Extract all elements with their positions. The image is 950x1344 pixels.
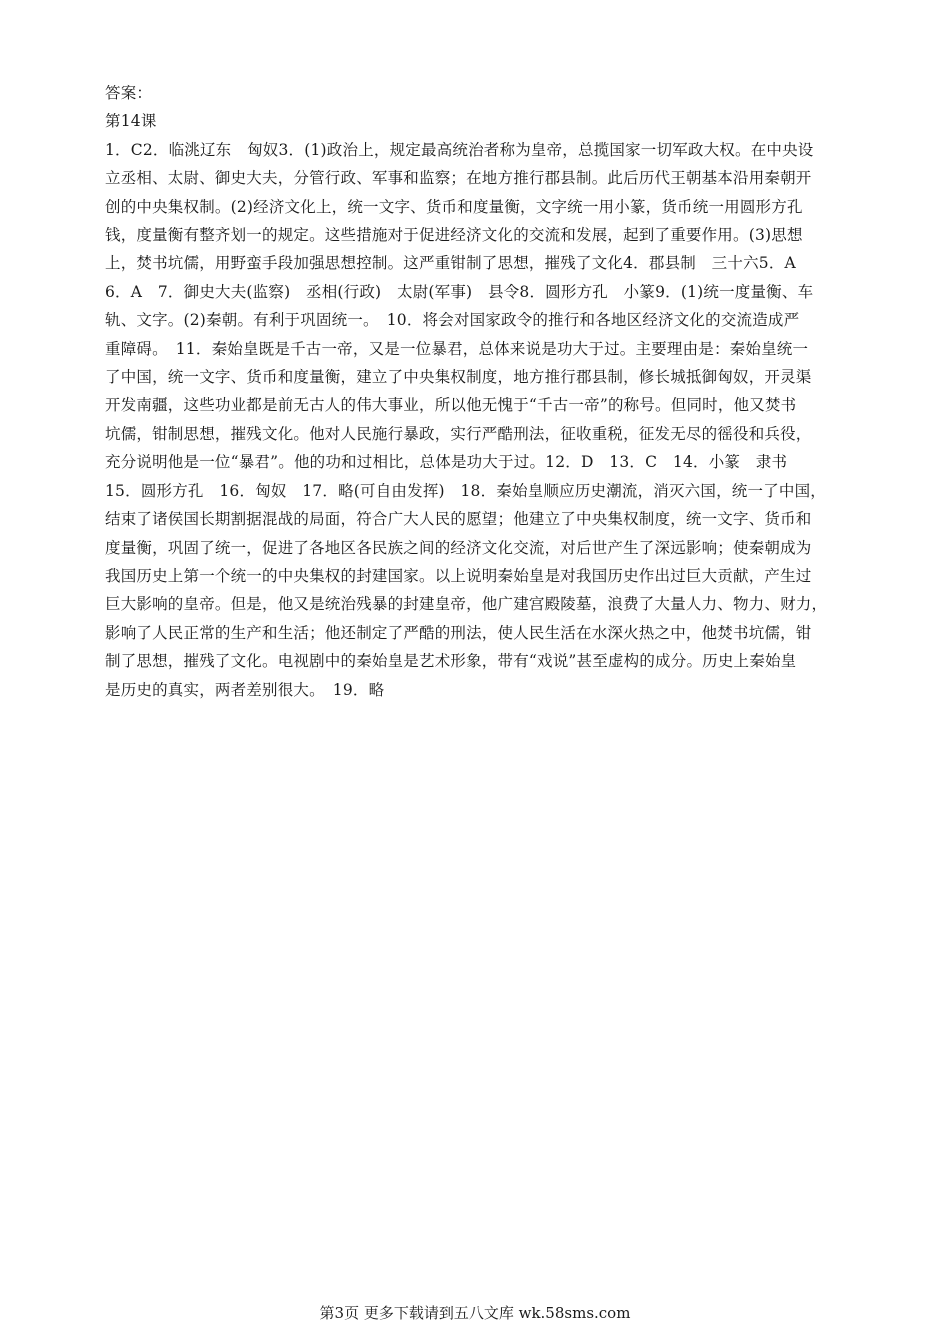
- page-footer: 第3页 更多下载请到五八文库 wk.58sms.com: [319, 1304, 631, 1322]
- answer-content: [105, 79, 867, 704]
- lesson-title: 第14课: [105, 112, 157, 131]
- answer-line: 15．圆形方孔 16．匈奴 17．略(可自由发挥) 18．秦始皇顺应历史潮流，消灭六国，统一了中国，: [105, 481, 826, 500]
- answer-line: 巨大影响的皇帝。但是，他又是统治残暴的封建皇帝，他广建宫殿陵墓，浪费了大量人力、物力、财力，: [105, 595, 828, 614]
- answer-line: 创的中央集权制。(2)经济文化上，统一文字、货币和度量衡，文字统一用小篆，货币统一用圆形方孔: [105, 197, 803, 216]
- answer-line: 是历史的真实，两者差别很大。 19．略: [105, 680, 385, 699]
- answer-line: 上，焚书坑儒，用野蛮手段加强思想控制。这严重钳制了思想，摧残了文化4．郡县制 三十六5．A: [105, 254, 796, 273]
- answer-line: 了中国，统一文字、货币和度量衡，建立了中央集权制度，地方推行郡县制，修长城抵御匈奴，开灵渠: [105, 368, 812, 387]
- answer-line: 度量衡，巩固了统一，促进了各地区各民族之间的经济文化交流，对后世产生了深远影响；使秦朝成为: [105, 538, 812, 557]
- answer-line: 我国历史上第一个统一的中央集权的封建国家。以上说明秦始皇是对我国历史作出过巨大贡献，产生过: [105, 566, 812, 585]
- answer-line: 充分说明他是一位“暴君”。他的功和过相比，总体是功大于过。12．D 13．C 14．小篆 隶书: [105, 453, 788, 472]
- answer-line: 影响了人民正常的生产和生活；他还制定了严酷的刑法，使人民生活在水深火热之中，他焚书坑儒，钳: [105, 623, 812, 642]
- answer-line: 6．A 7．御史大夫(监察) 丞相(行政) 太尉(军事) 县令8．圆形方孔 小篆9．(1)统一度量衡、车: [105, 282, 814, 301]
- answer-line: 钱，度量衡有整齐划一的规定。这些措施对于促进经济文化的交流和发展，起到了重要作用。(3)思想: [105, 226, 803, 245]
- answer-line: 开发南疆，这些功业都是前无古人的伟大事业，所以他无愧于“千古一帝”的称号。但同时，他又焚书: [105, 396, 797, 415]
- answer-line: 立丞相、太尉、御史大夫，分管行政、军事和监察；在地方推行郡县制。此后历代王朝基本沿用秦朝开: [105, 169, 812, 188]
- answer-line: 坑儒，钳制思想，摧残文化。他对人民施行暴政，实行严酷刑法，征收重税，征发无尽的徭役和兵役，: [105, 424, 812, 443]
- answer-line: 轨、文字。(2)秦朝。有利于巩固统一。 10．将会对国家政令的推行和各地区经济文化的交流造成严: [105, 311, 800, 330]
- answer-line: 重障碍。 11．秦始皇既是千古一帝，又是一位暴君，总体来说是功大于过。主要理由是：秦始皇统一: [105, 339, 809, 358]
- answer-line: 1．C2．临洮辽东 匈奴3．(1)政治上，规定最高统治者称为皇帝，总揽国家一切军政大权。在中央设: [105, 140, 814, 159]
- answer-line: 结束了诸侯国长期割据混战的局面，符合广大人民的愿望；他建立了中央集权制度，统一文字、货币和: [105, 510, 812, 529]
- answer-heading: 答案：: [105, 84, 153, 102]
- answer-line: 制了思想，摧残了文化。电视剧中的秦始皇是艺术形象，带有“戏说”甚至虚构的成分。历史上秦始皇: [105, 652, 797, 671]
